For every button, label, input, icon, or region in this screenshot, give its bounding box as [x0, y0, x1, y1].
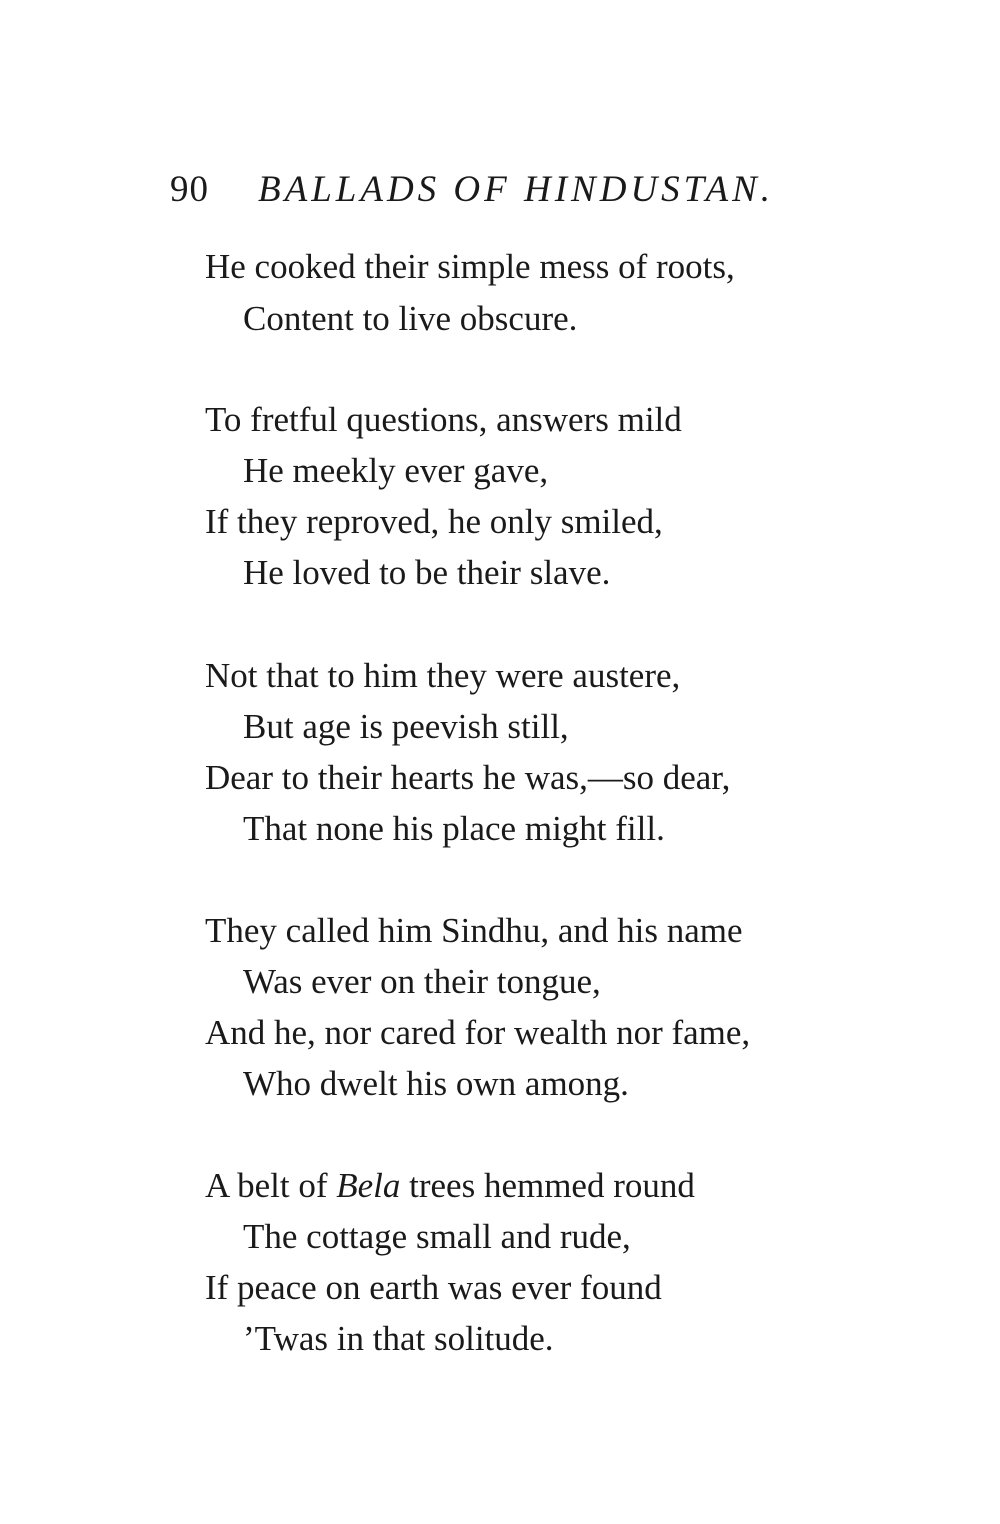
- poem-line: And he, nor cared for wealth nor fame,: [205, 1013, 751, 1052]
- poem-line: Was ever on their tongue,: [243, 962, 601, 1001]
- poem-line: He cooked their simple mess of roots,: [205, 247, 735, 286]
- poem-line: Dear to their hearts he was,—so dear,: [205, 758, 731, 797]
- poem-line: That none his place might fill.: [243, 809, 665, 848]
- poem-line: They called him Sindhu, and his name: [205, 911, 743, 950]
- page-number: 90: [170, 169, 209, 210]
- poem-line: He loved to be their slave.: [243, 553, 611, 592]
- poem-line: If peace on earth was ever found: [205, 1268, 662, 1307]
- poem-line: [205, 1161, 695, 1211]
- poem-line: ’Twas in that solitude.: [243, 1319, 554, 1358]
- poem-line: Content to live obscure.: [243, 299, 578, 338]
- poem-line: He meekly ever gave,: [243, 451, 549, 490]
- poem-line: To fretful questions, answers mild: [205, 400, 682, 439]
- poem-line: If they reproved, he only smiled,: [205, 502, 663, 541]
- running-head: [170, 160, 870, 220]
- poem-line: Who dwelt his own among.: [243, 1064, 629, 1103]
- poem-line: Not that to him they were austere,: [205, 656, 681, 695]
- line-text: A belt of: [205, 1166, 337, 1205]
- italic-term: Bela: [336, 1166, 401, 1205]
- poem-line: The cottage small and rude,: [243, 1217, 631, 1256]
- running-title: BALLADS OF HINDUSTAN.: [258, 169, 775, 210]
- line-text: trees hemmed round: [400, 1166, 695, 1205]
- poem-line: But age is peevish still,: [243, 707, 569, 746]
